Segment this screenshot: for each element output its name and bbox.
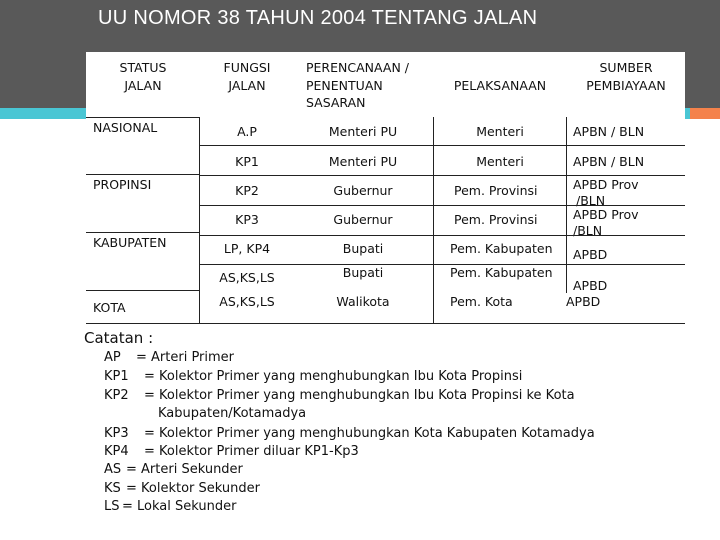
row-4-sumber-line1: APBD Prov xyxy=(573,207,639,222)
header-pelaksanaan: PELAKSANAAN xyxy=(453,78,547,93)
row-4-pelaksanaan: Pem. Provinsi xyxy=(454,212,538,227)
accent-stripe-orange xyxy=(690,108,720,119)
rule xyxy=(86,232,199,233)
row-2-perencanaan: Menteri PU xyxy=(328,154,398,169)
header-fungsi-line1: FUNGSI xyxy=(223,60,271,75)
rule xyxy=(86,290,199,291)
note-abbr: KP1 xyxy=(104,369,129,384)
row-6-perencanaan: Bupati xyxy=(342,265,384,280)
row-5-fungsi: LP, KP4 xyxy=(223,241,271,256)
rule xyxy=(86,117,199,118)
note-text: = Kolektor Sekunder xyxy=(126,481,260,496)
note-abbr: AS xyxy=(104,462,122,477)
note-abbr: KP3 xyxy=(104,426,129,441)
rule xyxy=(199,117,200,323)
row-7-pelaksanaan: Pem. Kota xyxy=(450,294,513,309)
row-7-sumber: APBD xyxy=(566,294,601,309)
note-abbr: AP xyxy=(104,350,121,365)
row-2-sumber: APBN / BLN xyxy=(573,154,645,169)
row-5-pelaksanaan: Pem. Kabupaten xyxy=(450,241,553,256)
row-1-fungsi: A.P xyxy=(237,124,257,139)
rule xyxy=(199,175,685,176)
slide-title: UU NOMOR 38 TAHUN 2004 TENTANG JALAN xyxy=(98,7,538,29)
note-text: = Kolektor Primer yang menghubungkan Ibu Kota Propinsi xyxy=(144,369,523,384)
note-text: = Arteri Sekunder xyxy=(126,462,243,477)
header-fungsi-line2: JALAN xyxy=(228,78,266,93)
row-6-fungsi: AS,KS,LS xyxy=(219,270,275,285)
road-authority-table xyxy=(86,52,685,325)
row-7-perencanaan: Walikota xyxy=(336,294,390,309)
row-3-perencanaan: Gubernur xyxy=(333,183,393,198)
row-1-perencanaan: Menteri PU xyxy=(328,124,398,139)
row-3-sumber-line2: /BLN xyxy=(576,193,606,208)
header-sumber-line1: SUMBER xyxy=(599,60,653,75)
note-text: = Kolektor Primer yang menghubungkan Kota Kabupaten Kotamadya xyxy=(144,426,595,441)
row-5-perencanaan: Bupati xyxy=(342,241,384,256)
rule xyxy=(199,205,685,206)
row-1-sumber: APBN / BLN xyxy=(573,124,645,139)
row-3-fungsi: KP2 xyxy=(235,183,259,198)
note-abbr: LS xyxy=(104,499,120,514)
note-abbr: KP2 xyxy=(104,388,129,403)
row-4-perencanaan: Gubernur xyxy=(333,212,393,227)
note-text: = Lokal Sekunder xyxy=(122,499,237,514)
status-propinsi: PROPINSI xyxy=(93,177,152,192)
row-3-pelaksanaan: Pem. Provinsi xyxy=(454,183,538,198)
row-7-fungsi: AS,KS,LS xyxy=(219,294,275,309)
rule xyxy=(86,174,199,175)
row-6-pelaksanaan: Pem. Kabupaten xyxy=(450,265,553,280)
rule xyxy=(199,264,685,265)
status-kota: KOTA xyxy=(93,300,126,315)
header-perencanaan-line2: PENENTUAN xyxy=(306,78,383,93)
note-text: = Kolektor Primer yang menghubungkan Ibu Kota Propinsi ke Kota xyxy=(144,388,575,403)
status-nasional: NASIONAL xyxy=(93,120,158,135)
row-2-fungsi: KP1 xyxy=(235,154,259,169)
note-abbr: KP4 xyxy=(104,444,129,459)
note-text: = Arteri Primer xyxy=(136,350,235,365)
rule xyxy=(86,323,685,324)
row-1-pelaksanaan: Menteri xyxy=(476,124,524,139)
note-abbr: KS xyxy=(104,481,121,496)
rule xyxy=(566,117,567,293)
note-text: Kabupaten/Kotamadya xyxy=(158,406,307,421)
header-status-line1: STATUS xyxy=(119,60,167,75)
rule xyxy=(199,145,685,146)
row-2-pelaksanaan: Menteri xyxy=(476,154,524,169)
rule xyxy=(199,235,685,236)
row-4-fungsi: KP3 xyxy=(235,212,259,227)
rule xyxy=(433,117,434,323)
header-perencanaan-line3: SASARAN xyxy=(306,95,366,110)
header-perencanaan-line1: PERENCANAAN / xyxy=(306,60,409,75)
row-3-sumber-line1: APBD Prov xyxy=(573,177,639,192)
row-4-sumber-line2: /BLN xyxy=(573,223,603,238)
status-kabupaten: KABUPATEN xyxy=(93,235,167,250)
row-5-sumber: APBD xyxy=(573,247,608,262)
note-text: = Kolektor Primer diluar KP1-Kp3 xyxy=(144,444,359,459)
header-status-line2: JALAN xyxy=(124,78,162,93)
notes-title: Catatan : xyxy=(84,329,154,347)
row-6-sumber: APBD xyxy=(573,278,608,293)
header-sumber-line2: PEMBIAYAAN xyxy=(586,78,666,93)
